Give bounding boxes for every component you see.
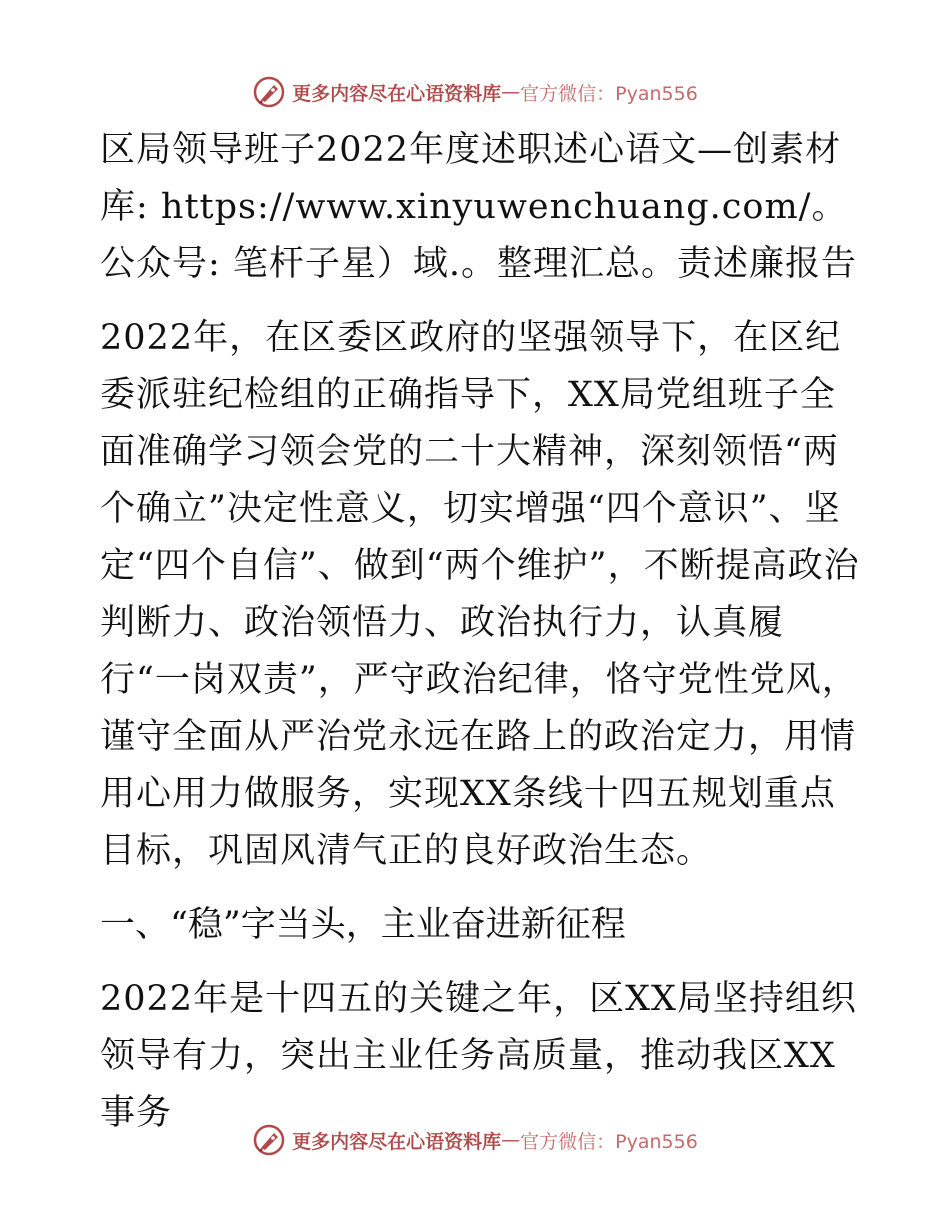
banner-site-name: 更多内容尽在心语资料库: [292, 82, 502, 105]
title-paragraph: 区局领导班子2022年度述职述心语文—创素材库: https://www.xinyuwenchuang.com/。公众号: 笔杆子星）域.。整理汇总。责述廉报告: [100, 130, 858, 284]
banner-wechat: 官方微信：Pyan556: [520, 82, 698, 105]
document-body: [100, 122, 860, 1159]
footer-dash: —: [501, 1129, 521, 1151]
banner-dash: —: [501, 81, 521, 103]
paragraph-intro: 2022年，在区委区政府的坚强领导下，在区纪委派驻纪检组的正确指导下，XX局党组班子全面准确学习领会党的二十大精神，深刻领悟“两个确立”决定性意义，切实增强“四个意识”、坚定“四个自信”、做到“两个维护”，不断提高政治判断力、政治领悟力、政治执行力，认真履行“一岗双责”，严守政治纪律，恪守党性党风，谨守全面从严治党永远在路上的政治定力，用情用心用力做服务，实现XX条线十四五规划重点目标，巩固风清气正的良好政治生态。: [100, 318, 860, 871]
paragraph-section-1: 2022年是十四五的关键之年，区XX局坚持组织领导有力，突出主业任务高质量，推动我区XX事务: [100, 979, 857, 1133]
pen-nib-logo-icon: [252, 75, 286, 109]
footer-banner: [0, 1120, 950, 1160]
footer-site-name: 更多内容尽在心语资料库: [292, 1130, 502, 1153]
footer-wechat: 官方微信：Pyan556: [520, 1130, 698, 1153]
pen-nib-logo-icon: [252, 1123, 286, 1157]
header-banner: [0, 72, 950, 112]
section-heading-1: 一、“稳”字当头，主业奋进新征程: [100, 905, 626, 945]
